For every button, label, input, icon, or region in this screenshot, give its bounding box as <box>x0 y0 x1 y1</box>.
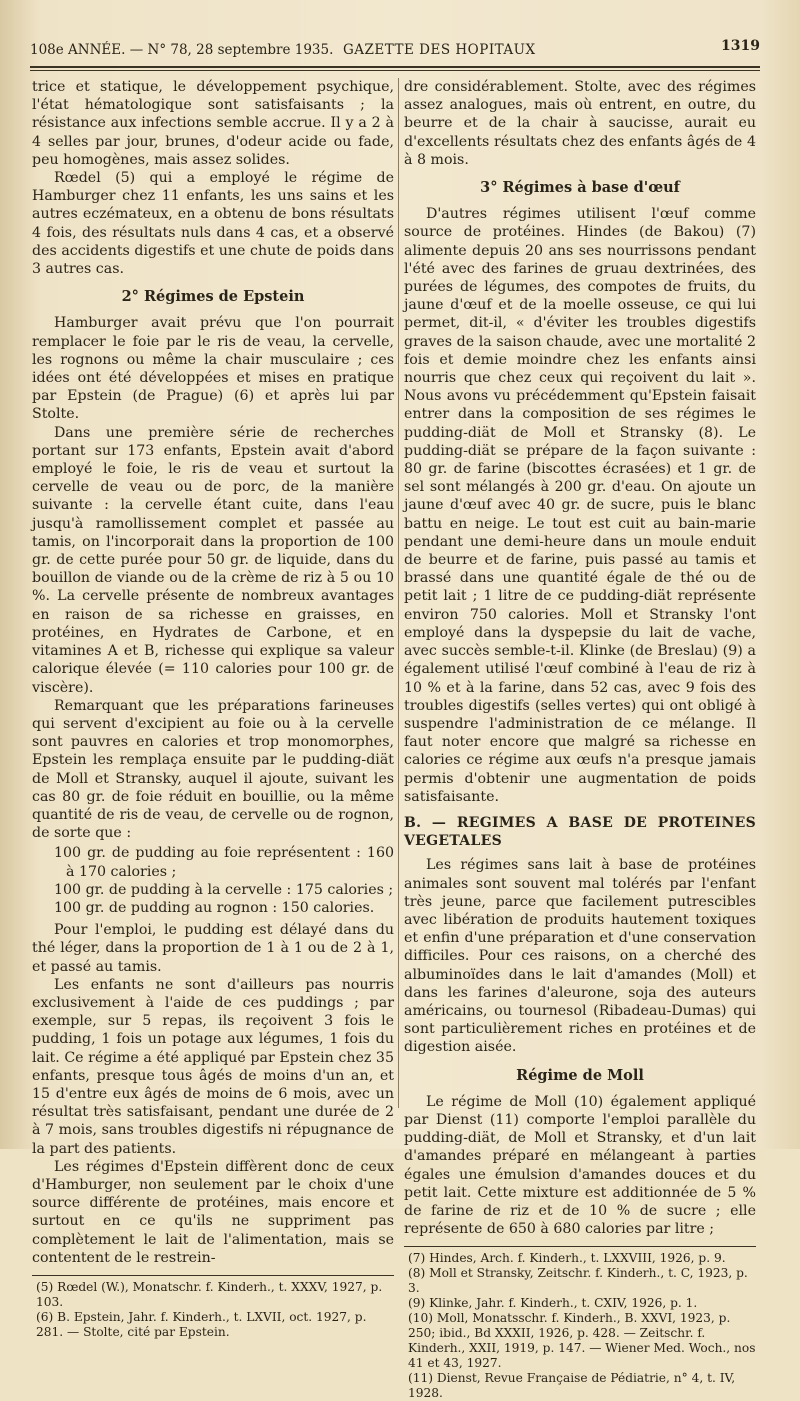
column-divider <box>398 78 399 1108</box>
header-rule <box>30 66 760 68</box>
footnotes <box>32 1280 394 1340</box>
section-heading: 2° Régimes de Epstein <box>121 288 305 306</box>
paragraph: Les régimes d'Epstein diffèrent donc de ceux d'Hamburger, non seulement par le choix d'une source différente de protéines, mais encore et surtout en ce qu'ils ne suppriment pas complètement le lait de l'alimentation, mais se contentent de le restrein- <box>32 1158 394 1266</box>
issue-line: 108e ANNÉE. — N° 78, 28 septembre 1935. <box>30 42 334 58</box>
list-item: 100 gr. de pudding à la cervelle : 175 calories ; <box>54 881 394 898</box>
paragraph: Les régimes sans lait à base de protéines animales sont souvent mal tolérés par l'enfant très jeune, parce que facilement putrescibles avec libération de produits hautement toxiques et enfin d'une préparation et d'une conservation difficiles. Pour ces raisons, on a cherché des albuminoïdes dans le lait d'amandes (Moll) et dans les farines d'aleurone, soja des auteurs américains, ou tournesol (Ribadeau-Dumas) qui sont particulièrement riches en protéines et de digestion aisée. <box>404 857 756 1056</box>
footnotes <box>404 1251 756 1401</box>
footnote: (11) Dienst, Revue Française de Pédiatrie, n° 4, t. IV, 1928. <box>408 1371 736 1401</box>
journal-title: GAZETTE DES HOPITAUX <box>343 42 536 58</box>
paragraph: Pour l'emploi, le pudding est délayé dans du thé léger, dans la proportion de 1 à 1 ou de 2 à 1, et passé au tamis. <box>32 922 394 975</box>
header-rule-thin <box>30 70 760 71</box>
footnote: (7) Hindes, Arch. f. Kinderh., t. LXXVIII, 1926, p. 9. <box>408 1251 726 1266</box>
section-heading: Régime de Moll <box>516 1066 644 1084</box>
paragraph: D'autres régimes utilisent l'œuf comme source de protéines. Hindes (de Bakou) (7) alimente depuis 20 ans ses nourrissons pendant l'été avec des farines de gruau dextrinées, des purées de légumes, des compotes de fruits, du jaune d'œuf et de la moelle osseuse, ce qui lui permet, dit-il, « d'éviter les troubles digestifs graves de la saison chaude, avec une mortalité 2 fois et demie moindre chez les enfants ainsi nourris que chez ceux qui reçoivent du lait ». Nous avons vu précédemment qu'Epstein faisait entrer dans la composition de ses régimes le pudding-diät de Moll et Stransky (8). Le pudding-diät se prépare de la façon suivante : 80 gr. de farine (biscottes écrasées) et 1 gr. de sel sont mélangés à 200 gr. d'eau. On ajoute un jaune d'œuf avec 40 gr. de sucre, puis le blanc battu en neige. Le tout est cuit au bain-marie pendant une demi-heure dans un moule enduit de beurre et de farine, puis passé au tamis et brassé dans une quantité égale de thé ou de petit lait ; 1 litre de ce pudding-diät représente environ 750 calories. Moll et Stransky l'ont employé dans la dyspepsie du lait de vache, avec succès semble-t-il. Klinke (de Breslau) (9) a également utilisé l'œuf combiné à l'eau de riz à 10 % et à la farine, dans 52 cas, avec 9 fois des troubles digestifs (selles vertes) qui ont obligé à suspendre l'administration de ce mélange. Il faut noter encore que malgré sa richesse en calories ce régime aux œufs n'a presque jamais permis d'obtenir une augmentation de poids satisfaisante. <box>404 206 756 805</box>
footnote: (6) B. Epstein, Jahr. f. Kinderh., t. LXVII, oct. 1927, p. 281. — Stolte, cité par Epstein. <box>36 1310 367 1339</box>
footnote: (10) Moll, Monatsschr. f. Kinderh., B. XXVI, 1923, p. 250; ibid., Bd XXXII, 1926, p. 428. — Zeitschr. f. Kinderh., XXII, 1919, p. 147. — Wiener Med. Woch., nos 41 et 43, 1927. <box>408 1311 756 1371</box>
section-heading-major: B. — REGIMES A BASE DE PROTEINES VEGETALES <box>404 814 756 850</box>
paragraph: Les enfants ne sont d'ailleurs pas nourris exclusivement à l'aide de ces puddings ; par exemple, sur 5 repas, ils reçoivent 3 fois le pudding, 1 fois un potage aux légumes, 1 fois du lait. Ce régime a été appliqué par Epstein chez 35 enfants, presque tous âgés de moins d'un an, et 15 d'entre eux âgés de moins de 6 mois, avec un résultat très satisfaisant, pendant une durée de 2 à 7 mois, sans troubles digestifs ni répugnance de la part des patients. <box>32 976 394 1157</box>
right-column <box>404 78 756 1401</box>
calorie-list <box>54 844 394 917</box>
paragraph: Le régime de Moll (10) également appliqué par Dienst (11) comporte l'emploi parallèle du pudding-diät, de Moll et Stransky, et d'un lait d'amandes préparé en mélangeant à parties égales une émulsion d'amandes douces et du petit lait. Cette mixture est additionnée de 5 % de farine de riz et de 10 % de sucre ; elle représente de 650 à 680 calories par litre ; <box>404 1093 756 1238</box>
left-column <box>32 78 394 1340</box>
footnote-rule <box>32 1275 394 1276</box>
paragraph: trice et statique, le développement psychique, l'état hématologique sont satisfaisants ; la résistance aux infections semble accrue. Il y a 2 à 4 selles par jour, brunes, d'odeur acide ou fade, peu homogènes, mais assez solides. <box>32 79 394 168</box>
footnote: (5) Rœdel (W.), Monatschr. f. Kinderh., t. XXXV, 1927, p. 103. <box>36 1280 383 1309</box>
page-number: 1319 <box>721 38 760 54</box>
paragraph: Remarquant que les préparations farineuses qui servent d'excipient au foie ou à la cervelle sont pauvres en calories et trop monomorphes, Epstein les remplaça ensuite par le pudding-diät de Moll et Stransky, auquel il ajoute, suivant les cas 80 gr. de foie réduit en bouillie, ou la même quantité de ris de veau, de cervelle ou de rognon, de sorte que : <box>32 697 394 842</box>
paragraph: Rœdel (5) qui a employé le régime de Hamburger chez 11 enfants, les uns sains et les autres eczémateux, en a obtenu de bons résultats 4 fois, des résultats nuls dans 4 cas, et a observé des accidents digestifs et une chute de poids dans 3 autres cas. <box>32 170 394 278</box>
list-item: 100 gr. de pudding au rognon : 150 calories. <box>54 899 375 916</box>
footnote: (9) Klinke, Jahr. f. Kinderh., t. CXIV, 1926, p. 1. <box>408 1296 698 1311</box>
list-item: 100 gr. de pudding au foie représentent : 160 à 170 calories ; <box>54 845 394 880</box>
page-header <box>30 36 760 62</box>
paragraph: dre considérablement. Stolte, avec des régimes assez analogues, mais où entrent, en outre, du beurre et de la chair à saucisse, aurait eu d'excellents résultats chez des enfants âgés de 4 à 8 mois. <box>404 79 756 168</box>
paragraph: Hamburger avait prévu que l'on pourrait remplacer le foie par le ris de veau, la cervelle, les rognons ou même la chair musculaire ; ces idées ont été développées et mises en pratique par Epstein (de Prague) (6) et après lui par Stolte. <box>32 315 394 423</box>
footnote-rule <box>404 1246 756 1247</box>
paragraph: Dans une première série de recherches portant sur 173 enfants, Epstein avait d'abord employé le foie, le ris de veau et surtout la cervelle de veau ou de porc, de la manière suivante : la cervelle étant cuite, dans l'eau jusqu'à ramollissement complet et passée au tamis, on l'incorporait dans la proportion de 100 gr. de cette purée pour 50 gr. de liquide, dans du bouillon de viande ou de la crème de riz à 5 ou 10 %. La cervelle présente de nombreux avantages en raison de sa richesse en graisses, en protéines, en Hydrates de Carbone, et en vitamines A et B, richesse qui explique sa valeur calorique élevée (= 110 calories pour 100 gr. de viscère). <box>32 424 394 696</box>
footnote: (8) Moll et Stransky, Zeitschr. f. Kinderh., t. C, 1923, p. 3. <box>408 1266 748 1296</box>
section-heading: 3° Régimes à base d'œuf <box>480 179 680 197</box>
